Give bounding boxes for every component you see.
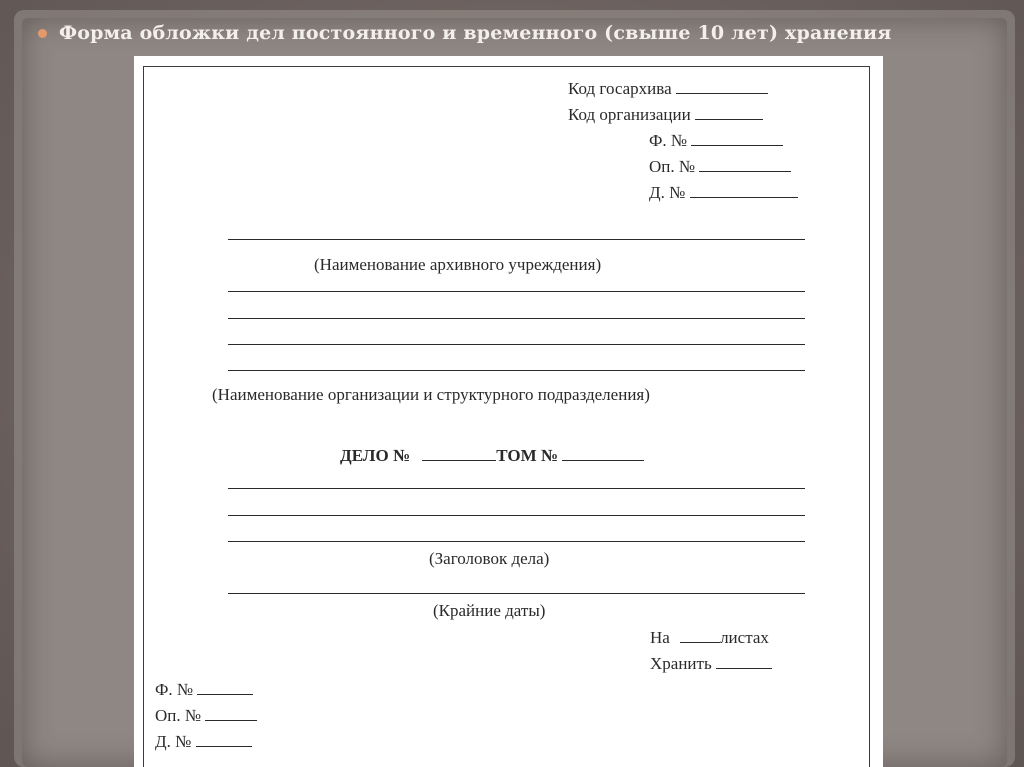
fond-number-row <box>649 130 783 151</box>
case-title-line-2 <box>228 515 805 516</box>
organization-caption: (Наименование организации и структурного подразделения) <box>212 385 650 404</box>
inventory-number-row <box>649 156 791 177</box>
archive-name-line <box>228 239 805 240</box>
sheets-row <box>650 627 769 648</box>
case-number-field <box>422 445 496 461</box>
case-title-caption: (Заголовок дела) <box>429 549 550 568</box>
volume-label: ТОМ № <box>496 446 559 465</box>
slide-heading <box>38 22 892 44</box>
case-number-line <box>690 182 798 198</box>
fond-number-line <box>691 130 783 146</box>
dates-line <box>228 593 805 594</box>
case-number-row <box>649 182 798 203</box>
code-archive-label: Код госархива <box>568 79 672 98</box>
keep-label: Хранить <box>650 654 712 673</box>
sheets-prefix: На <box>650 628 670 647</box>
code-organization-label: Код организации <box>568 105 691 124</box>
dates-caption: (Крайние даты) <box>433 601 546 620</box>
case-number-label: Д. № <box>649 183 686 202</box>
bottom-fond-line <box>197 679 253 695</box>
inventory-number-line <box>699 156 791 172</box>
bottom-fond-row <box>155 679 253 700</box>
inventory-number-label: Оп. № <box>649 157 696 176</box>
case-title-line-1 <box>228 488 805 489</box>
bottom-inventory-line <box>205 705 257 721</box>
case-label: ДЕЛО № <box>340 446 411 465</box>
archive-caption: (Наименование архивного учреждения) <box>314 255 602 274</box>
keep-period-field <box>716 653 772 669</box>
cover-form-frame <box>143 66 870 767</box>
bottom-case-label: Д. № <box>155 732 192 751</box>
organization-line-3 <box>228 344 805 345</box>
bottom-inventory-label: Оп. № <box>155 706 202 725</box>
organization-line-2 <box>228 318 805 319</box>
sheets-suffix: листах <box>720 628 769 647</box>
sheets-count-field <box>680 627 720 643</box>
organization-line-1 <box>228 291 805 292</box>
volume-number-field <box>562 445 644 461</box>
bottom-case-row <box>155 731 252 752</box>
slide-title: Форма обложки дел постоянного и временного (свыше 10 лет) хранения <box>59 22 892 44</box>
case-title-line-3 <box>228 541 805 542</box>
code-organization-row <box>568 104 763 125</box>
code-organization-line <box>695 104 763 120</box>
bottom-inventory-row <box>155 705 257 726</box>
code-archive-row <box>568 78 768 99</box>
bottom-case-line <box>196 731 252 747</box>
case-volume-row <box>340 445 644 466</box>
bullet-icon <box>38 29 47 38</box>
keep-row <box>650 653 772 674</box>
code-archive-line <box>676 78 768 94</box>
cover-form-sheet <box>134 56 883 767</box>
organization-line-4 <box>228 370 805 371</box>
bottom-fond-label: Ф. № <box>155 680 194 699</box>
fond-number-label: Ф. № <box>649 131 688 150</box>
